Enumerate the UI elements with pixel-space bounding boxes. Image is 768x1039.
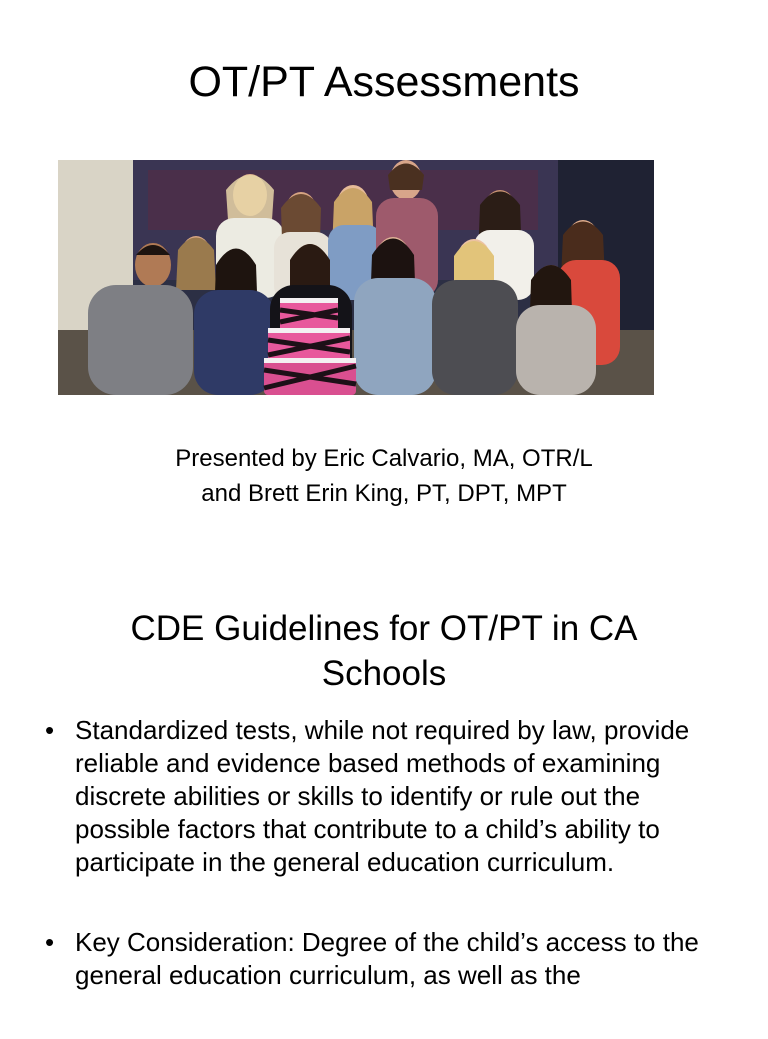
presenters-credit [0,441,768,511]
section-title-line-2: Schools [321,654,447,693]
presenter-line-1: Presented by Eric Calvario, MA, OTR/L [175,445,593,472]
section-title [60,606,708,696]
bullet-item [40,926,730,992]
section-title-line-1: CDE Guidelines for OT/PT in CA [130,609,638,648]
bullet-glyph: • [45,927,55,957]
bullet-item [40,714,730,879]
bullet-text: Key Consideration: Degree of the child’s access to the general education curriculum, as well as the [75,927,699,990]
bullet-glyph: • [45,715,55,745]
bullet-list [40,714,730,1039]
group-photo [58,160,654,395]
presenter-line-2: and Brett Erin King, PT, DPT, MPT [201,480,567,507]
bullet-text: Standardized tests, while not required by law, provide reliable and evidence based methods of examining discrete abilities or skills to identify or rule out the possible factors that contribute to a child’s ability to participate in the general education curriculum. [75,715,690,877]
slide-title: OT/PT Assessments [188,58,580,106]
